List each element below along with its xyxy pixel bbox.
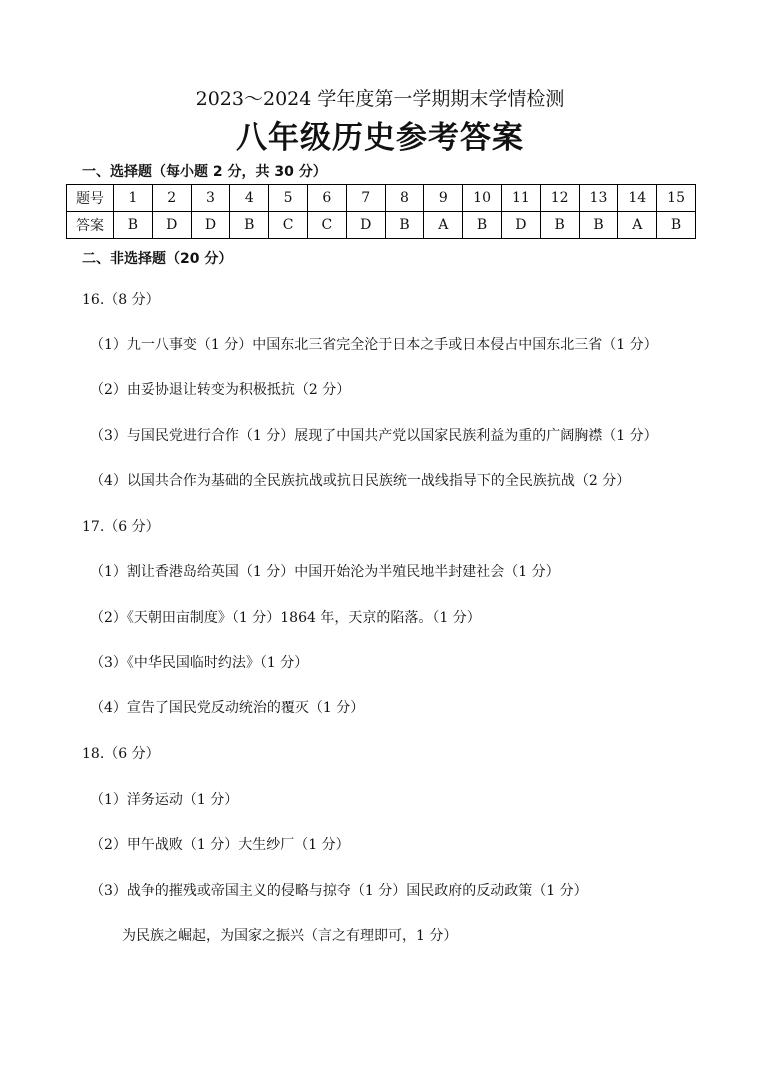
question-number: 15 — [657, 185, 696, 212]
q17-answer-4: （4）宣告了国民党反动统治的覆灭（1 分） — [90, 700, 365, 716]
question-number: 14 — [618, 185, 657, 212]
answer-table — [66, 184, 696, 239]
answer-cell: B — [463, 212, 502, 239]
question-number: 10 — [463, 185, 502, 212]
answer-cell: B — [230, 212, 269, 239]
row-label-number: 题号 — [67, 185, 114, 212]
answer-cell: D — [346, 212, 385, 239]
answer-cell: C — [307, 212, 346, 239]
answer-cell: B — [540, 212, 579, 239]
section1-heading: 一、选择题（每小题 2 分，共 30 分） — [82, 164, 327, 180]
question-number-row — [67, 185, 696, 212]
answer-cell: A — [618, 212, 657, 239]
question-number: 2 — [152, 185, 191, 212]
answer-cell: B — [657, 212, 696, 239]
document-subtitle: 八年级历史参考答案 — [236, 120, 524, 156]
answer-cell: D — [501, 212, 540, 239]
section2-heading: 二、非选择题（20 分） — [82, 251, 233, 267]
answer-cell: B — [114, 212, 153, 239]
question-number: 6 — [307, 185, 346, 212]
answer-cell: D — [152, 212, 191, 239]
answer-cell: A — [424, 212, 463, 239]
question-number: 4 — [230, 185, 269, 212]
question-17-label: 17.（6 分） — [82, 519, 160, 535]
document-title: 2023～2024 学年度第一学期期末学情检测 — [195, 88, 565, 110]
answer-cell: B — [385, 212, 424, 239]
question-number: 11 — [501, 185, 540, 212]
q16-answer-3: （3）与国民党进行合作（1 分）展现了中国共产党以国家民族利益为重的广阔胸襟（1 分） — [90, 428, 658, 444]
q18-answer-extra: 为民族之崛起，为国家之振兴（言之有理即可，1 分） — [122, 928, 458, 944]
row-label-answer: 答案 — [67, 212, 114, 239]
answer-cell: C — [269, 212, 308, 239]
question-number: 1 — [114, 185, 153, 212]
question-number: 12 — [540, 185, 579, 212]
answer-cell: B — [579, 212, 618, 239]
answer-cell: D — [191, 212, 230, 239]
q18-answer-2: （2）甲午战败（1 分）大生纱厂（1 分） — [90, 837, 350, 853]
answer-row — [67, 212, 696, 239]
q17-answer-2: （2）《天朝田亩制度》（1 分）1864 年，天京的陷落。（1 分） — [90, 610, 481, 626]
question-number: 5 — [269, 185, 308, 212]
q18-answer-1: （1）洋务运动（1 分） — [90, 792, 239, 808]
q17-answer-1: （1）割让香港岛给英国（1 分）中国开始沦为半殖民地半封建社会（1 分） — [90, 564, 560, 580]
question-number: 7 — [346, 185, 385, 212]
question-number: 8 — [385, 185, 424, 212]
question-number: 9 — [424, 185, 463, 212]
q18-answer-3: （3）战争的摧残或帝国主义的侵略与掠夺（1 分）国民政府的反动政策（1 分） — [90, 883, 588, 899]
q16-answer-1: （1）九一八事变（1 分）中国东北三省完全沦于日本之手或日本侵占中国东北三省（1 分） — [90, 337, 658, 353]
question-18-label: 18.（6 分） — [82, 746, 160, 762]
question-16-label: 16.（8 分） — [82, 292, 160, 308]
question-number: 13 — [579, 185, 618, 212]
q17-answer-3: （3）《中华民国临时约法》（1 分） — [90, 655, 309, 671]
question-number: 3 — [191, 185, 230, 212]
q16-answer-2: （2）由妥协退让转变为积极抵抗（2 分） — [90, 382, 351, 398]
q16-answer-4: （4）以国共合作为基础的全民族抗战或抗日民族统一战线指导下的全民族抗战（2 分） — [90, 473, 631, 489]
